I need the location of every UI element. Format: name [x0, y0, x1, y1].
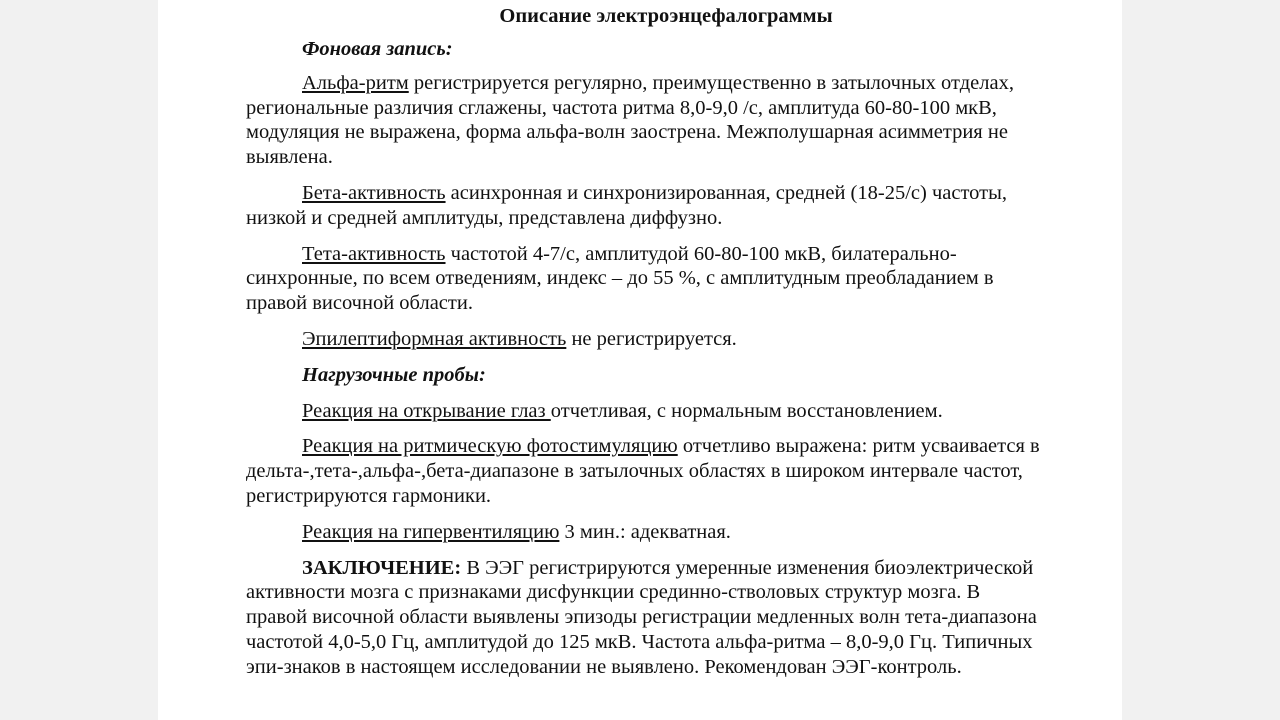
photo-text: отчетливо выражена: ритм усваивается в дельта-,тета-,альфа-,бета-диапазоне в затылочных областях в широком интервале частот, регистрируются гармоники.	[246, 435, 1040, 507]
alpha-paragraph	[246, 71, 1046, 170]
eyes-term: Реакция на открывание глаз	[302, 399, 551, 422]
hyper-term: Реакция на гипервентиляцию	[302, 520, 560, 543]
hyper-text: 3 мин.: адекватная.	[559, 520, 731, 543]
load-heading: Нагрузочные пробы:	[302, 363, 486, 386]
alpha-term: Альфа-ритм	[302, 71, 409, 94]
conclusion-label: ЗАКЛЮЧЕНИЕ:	[302, 556, 462, 579]
theta-text: частотой 4-7/с, амплитудой 60-80-100 мкВ, билатерально-синхронные, по всем отведениям, индекс – до 55 %, с амплитудным преобладанием в правой височной области.	[246, 242, 994, 315]
background-heading: Фоновая запись:	[302, 38, 453, 60]
theta-paragraph	[246, 242, 1046, 316]
eyes-text: отчетливая, с нормальным восстановлением.	[550, 399, 943, 422]
epileptiform-term: Эпилептиформная активность	[302, 327, 567, 350]
photo-paragraph	[246, 434, 1046, 508]
document-page	[158, 0, 1122, 720]
photo-term: Реакция на ритмическую фотостимуляцию	[302, 435, 678, 458]
alpha-text: регистрируется регулярно, преимущественно в затылочных отделах, региональные различия сглажены, частота ритма 8,0-9,0 /с, амплитуда 60-80-100 мкВ, модуляция не выражена, форма альфа-волн заострена. Межполушарная асимметрия не выявлена.	[246, 71, 1014, 169]
beta-text: асинхронная и синхронизированная, средней (18-25/с) частоты, низкой и средней амплитуды, представлена диффузно.	[246, 181, 1007, 229]
beta-paragraph	[246, 181, 1046, 231]
document-body	[246, 0, 1046, 680]
conclusion-text: В ЭЭГ регистрируются умеренные изменения биоэлектрической активности мозга с признаками дисфункции срединно-стволовых структур мозга. В правой височной области выявлены эпизоды регистрации медленных волн тета-диапазона частотой 4,0-5,0 Гц, амплитудой до 125 мкВ. Частота альфа-ритма – 8,0-9,0 Гц. Типичных эпи-знаков в настоящем исследовании не выявлено. Рекомендован ЭЭГ-контроль.	[246, 556, 1037, 678]
theta-term: Тета-активность	[302, 242, 446, 265]
epileptiform-paragraph	[246, 327, 1046, 352]
beta-term: Бета-активность	[302, 181, 446, 204]
hyper-paragraph	[246, 520, 1046, 545]
conclusion-paragraph	[246, 556, 1046, 680]
document-title: Описание электроэнцефалограммы	[499, 5, 833, 27]
eyes-paragraph	[246, 399, 1046, 424]
epileptiform-text: не регистрируется.	[566, 327, 737, 350]
